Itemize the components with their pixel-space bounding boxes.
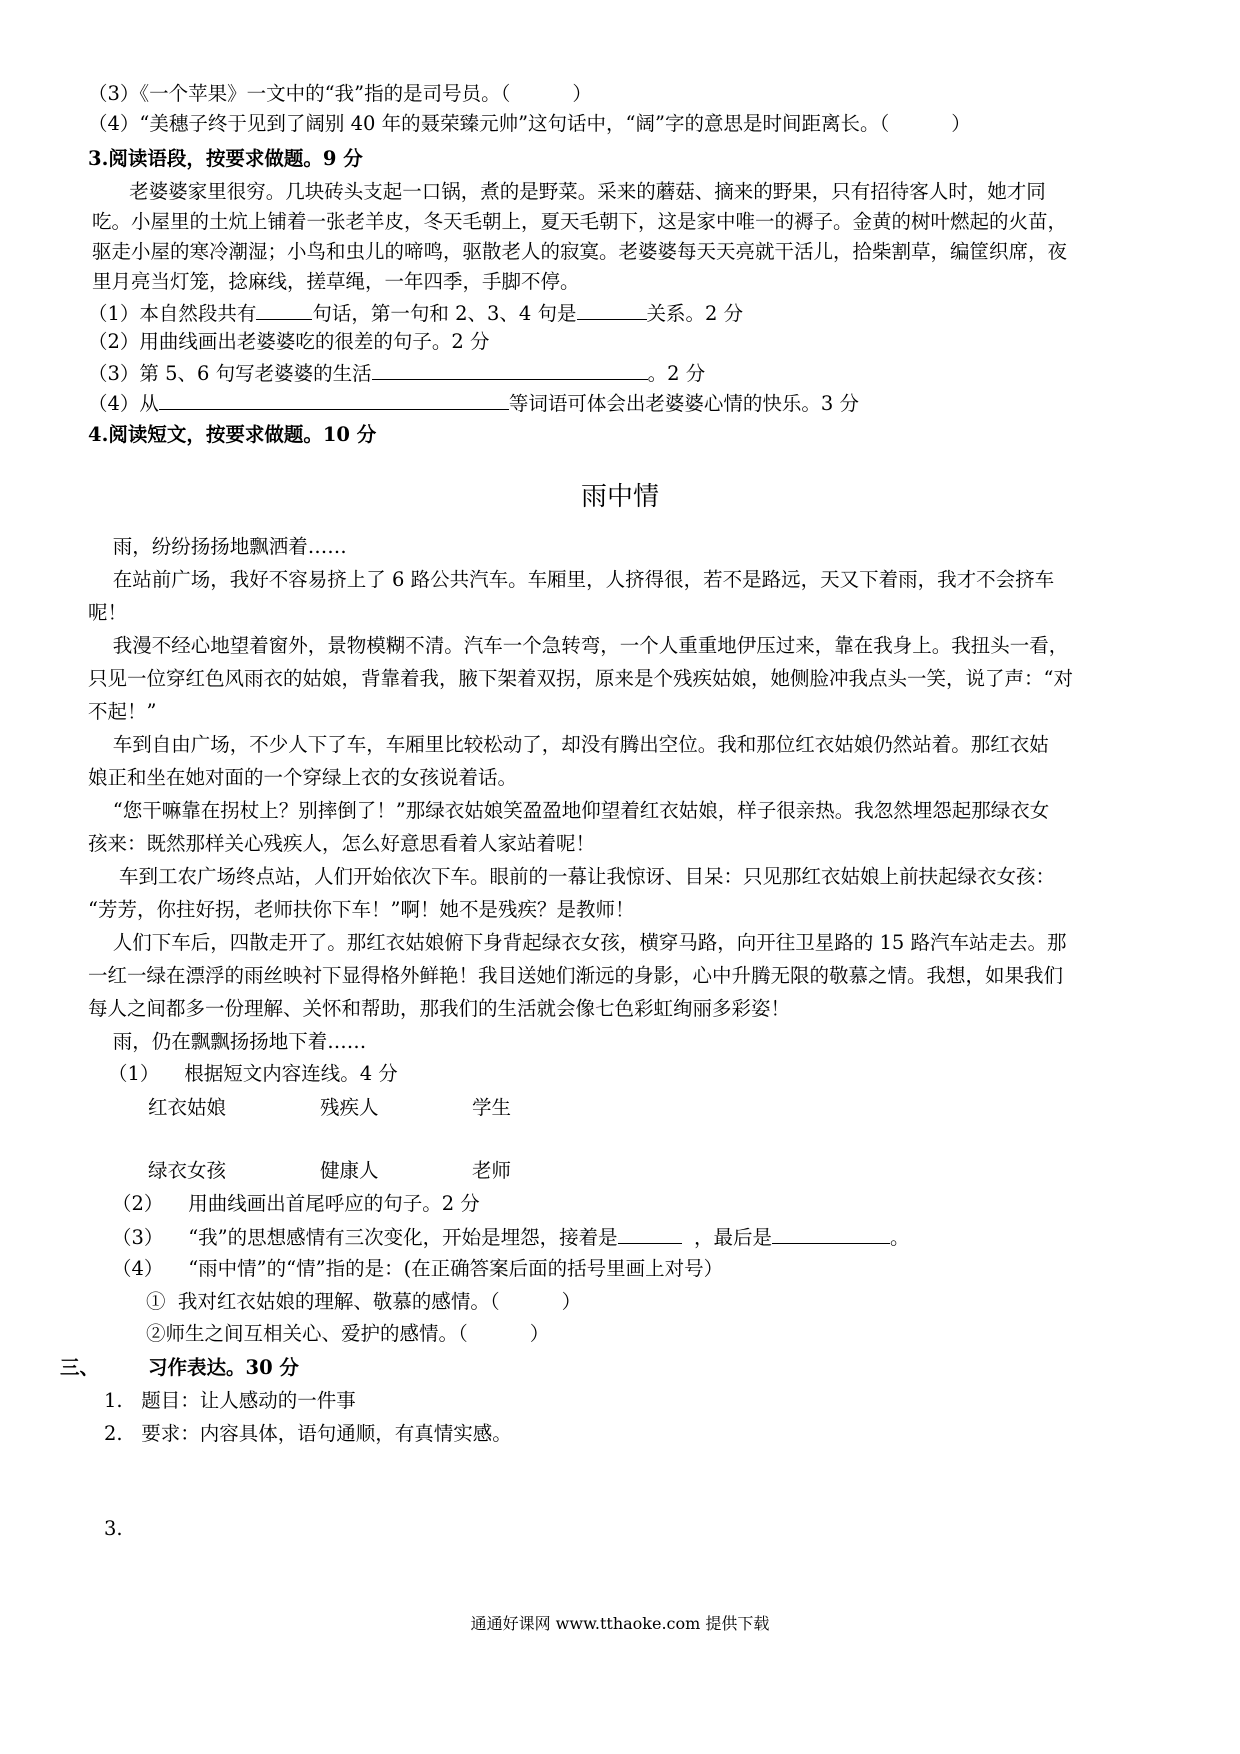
match-item[interactable]: 红衣姑娘 <box>148 1096 227 1119</box>
section-3-paragraph-line: 吃。小屋里的土炕上铺着一张老羊皮，冬天毛朝上，夏天毛朝下，这是家中唯一的褥子。金黄的树叶燃起的火苗， <box>92 210 1068 233</box>
story-line: 孩来：既然那样关心残疾人，怎么好意思看着人家站着呢！ <box>88 832 596 855</box>
section-3-paragraph-line: 里月亮当灯笼，捻麻线，搓草绳，一年四季，手脚不停。 <box>92 270 580 293</box>
section-4-question-3 <box>112 1223 910 1251</box>
question-text: （3）第 5、6 句写老婆婆的生活 <box>88 362 372 385</box>
match-item[interactable]: 老师 <box>472 1159 512 1182</box>
question-text: 句话，第一句和 2、3、4 句是 <box>312 302 577 325</box>
answer-blank[interactable] <box>618 1223 682 1244</box>
answer-blank[interactable] <box>256 299 312 320</box>
story-line: 雨，仍在飘飘扬扬地下着…… <box>88 1030 367 1053</box>
story-line: 雨，纷纷扬扬地飘洒着…… <box>88 535 347 558</box>
story-line: 在站前广场，我好不容易挤上了 6 路公共汽车。车厢里，人挤得很，若不是路远，天又下着雨，我才不会挤车 <box>88 568 1055 591</box>
story-line: 娘正和坐在她对面的一个穿绿上衣的女孩说着话。 <box>88 766 518 789</box>
question-1-3: （3）《一个苹果》一文中的“我”指的是司号员。（ ） <box>88 82 592 105</box>
section-5-number: 三、 <box>60 1356 100 1379</box>
story-line: “芳芳，你拄好拐，老师扶你下车！”啊！她不是残疾？是教师！ <box>88 898 635 921</box>
section-5-heading: 习作表达。30 分 <box>148 1356 299 1379</box>
story-line: 每人之间都多一份理解、关怀和帮助，那我们的生活就会像七色彩虹绚丽多彩姿！ <box>88 997 791 1020</box>
question-text: ，最后是 <box>681 1226 773 1249</box>
match-item[interactable]: 绿衣女孩 <box>148 1159 227 1182</box>
section-4-heading: 4.阅读短文，按要求做题。10 分 <box>88 423 377 446</box>
option-1[interactable]: ① 我对红衣姑娘的理解、敬慕的感情。（ ） <box>146 1290 582 1313</box>
section-3-question-2: （2）用曲线画出老婆婆吃的很差的句子。2 分 <box>88 330 490 353</box>
option-2[interactable]: ②师生之间互相关心、爱护的感情。（ ） <box>146 1322 550 1345</box>
match-item[interactable]: 学生 <box>472 1096 512 1119</box>
story-line: 车到工农广场终点站，人们开始依次下车。眼前的一幕让我惊讶、目呆：只见那红衣姑娘上前扶起绿衣女孩： <box>88 865 1055 888</box>
writing-item-2: 2. 要求：内容具体，语句通顺，有真情实感。 <box>104 1422 512 1445</box>
answer-blank[interactable] <box>372 359 648 380</box>
story-line: 只见一位穿红色风雨衣的姑娘，背靠着我，腋下架着双拐，原来是个残疾姑娘，她侧脸冲我点头一笑，说了声：“对 <box>88 667 1073 690</box>
story-line: 人们下车后，四散走开了。那红衣姑娘俯下身背起绿衣女孩，横穿马路，向开往卫星路的 15 路汽车站走去。那 <box>88 931 1067 954</box>
story-line: 不起！” <box>88 700 157 723</box>
story-line: “您干嘛靠在拐杖上？别摔倒了！”那绿衣姑娘笑盈盈地仰望着红衣姑娘，样子很亲热。我忽然埋怨起那绿衣女 <box>88 799 1050 822</box>
question-text: 。2 分 <box>647 362 706 385</box>
question-text: （3） “我”的思想感情有三次变化，开始是埋怨，接着是 <box>112 1226 618 1249</box>
section-3-question-1 <box>88 299 743 327</box>
story-title: 雨中情 <box>580 482 659 512</box>
match-item[interactable]: 残疾人 <box>320 1096 379 1119</box>
section-4-question-4: （4） “雨中情”的“情”指的是：(在正确答案后面的括号里画上对号） <box>112 1257 724 1280</box>
question-1-4: （4）“美穗子终于见到了阔别 40 年的聂荣臻元帅”这句话中，“阔”字的意思是时间距离长。（ ） <box>88 112 971 135</box>
answer-blank[interactable] <box>159 389 509 410</box>
story-line: 车到自由广场，不少人下了车，车厢里比较松动了，却没有腾出空位。我和那位红衣姑娘仍然站着。那红衣姑 <box>88 733 1049 756</box>
match-item[interactable]: 健康人 <box>320 1159 379 1182</box>
story-line: 一红一绿在漂浮的雨丝映衬下显得格外鲜艳！我目送她们渐远的身影，心中升腾无限的敬慕之情。我想，如果我们 <box>88 964 1064 987</box>
writing-item-3: 3. <box>104 1517 123 1540</box>
answer-blank[interactable] <box>772 1223 890 1244</box>
page-footer: 通通好课网 www.tthaoke.com 提供下载 <box>470 1614 770 1633</box>
question-text: （4）从 <box>88 392 159 415</box>
section-3-paragraph-line: 驱走小屋的寒冷潮湿；小鸟和虫儿的啼鸣，驱散老人的寂寞。老婆婆每天天亮就干活儿，拾柴割草，编筐织席，夜 <box>92 240 1068 263</box>
story-line: 我漫不经心地望着窗外，景物模糊不清。汽车一个急转弯，一个人重重地伊压过来，靠在我身上。我扭头一看， <box>88 634 1069 657</box>
question-text: 关系。2 分 <box>646 302 744 325</box>
section-3-paragraph-line: 老婆婆家里很穷。几块砖头支起一口锅，煮的是野菜。采来的蘑菇、摘来的野果，只有招待客人时，她才同 <box>92 180 1046 203</box>
section-4-question-1: （1） 根据短文内容连线。4 分 <box>108 1062 398 1085</box>
writing-item-1: 1. 题目：让人感动的一件事 <box>104 1389 356 1412</box>
question-text: （1）本自然段共有 <box>88 302 257 325</box>
question-text: 。 <box>890 1226 910 1249</box>
section-3-question-3 <box>88 359 705 387</box>
question-text: 等词语可体会出老婆婆心情的快乐。3 分 <box>508 392 860 415</box>
section-4-question-2: （2） 用曲线画出首尾呼应的句子。2 分 <box>112 1192 480 1215</box>
section-3-heading: 3.阅读语段，按要求做题。9 分 <box>88 147 363 170</box>
answer-blank[interactable] <box>577 299 647 320</box>
story-line: 呢！ <box>88 601 128 624</box>
section-3-question-4 <box>88 389 859 417</box>
